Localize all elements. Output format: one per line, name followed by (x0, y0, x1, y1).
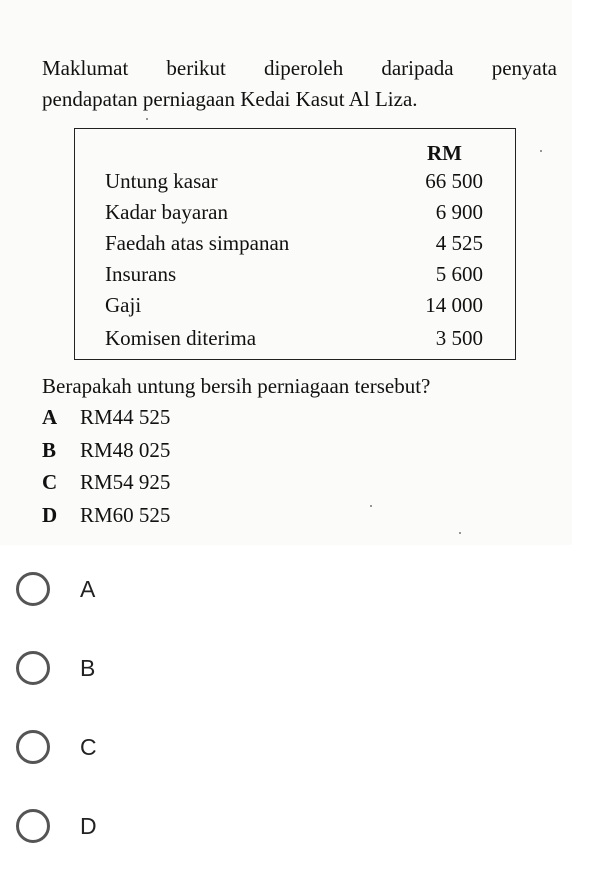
row-value: 5 600 (435, 262, 483, 286)
choice-b[interactable] (14, 649, 214, 691)
option-text: RM44 525 (80, 405, 171, 429)
choice-label[interactable]: C (80, 734, 97, 760)
option-letter: B (42, 438, 57, 462)
row-label: Kadar bayaran (105, 200, 229, 224)
row-label: Insurans (105, 262, 177, 286)
question-text: Berapakah untung bersih perniagaan tersebut? (42, 374, 431, 398)
scan-speck (540, 150, 542, 152)
choice-label[interactable]: D (80, 813, 97, 839)
option-text: RM48 025 (80, 438, 171, 462)
radio-circle-icon[interactable] (16, 730, 50, 764)
table-row (105, 200, 483, 231)
choice-a[interactable] (14, 570, 214, 612)
choice-label[interactable]: A (80, 576, 96, 602)
row-label: Gaji (105, 293, 142, 317)
table-row (105, 231, 483, 262)
table-row (105, 169, 483, 200)
intro-line-2: pendapatan perniagaan Kedai Kasut Al Liza. (42, 87, 418, 111)
row-label: Faedah atas simpanan (105, 231, 290, 255)
scan-speck (459, 532, 461, 534)
option-text: RM60 525 (80, 503, 171, 527)
scan-speck (370, 505, 372, 507)
choice-d[interactable] (14, 807, 214, 849)
row-value: 66 500 (425, 169, 483, 193)
option-letter: A (42, 405, 58, 429)
option-c (42, 470, 170, 502)
radio-circle-icon[interactable] (16, 809, 50, 843)
table-row (105, 326, 483, 357)
option-letter: C (42, 470, 58, 494)
currency-header: RM (427, 141, 462, 165)
scan-speck (146, 118, 148, 120)
option-b (42, 438, 170, 470)
row-label: Komisen diterima (105, 326, 257, 350)
table-row (105, 262, 483, 293)
option-a (42, 405, 170, 437)
table-row (105, 293, 483, 324)
choice-c[interactable] (14, 728, 214, 770)
choice-label[interactable]: B (80, 655, 96, 681)
radio-circle-icon[interactable] (16, 572, 50, 606)
row-value: 3 500 (435, 326, 483, 350)
row-value: 14 000 (425, 293, 483, 317)
radio-circle-icon[interactable] (16, 651, 50, 685)
row-label: Untung kasar (105, 169, 218, 193)
row-value: 6 900 (435, 200, 483, 224)
intro-text (42, 53, 557, 115)
income-statement-table (74, 128, 516, 360)
row-value: 4 525 (435, 231, 483, 255)
option-d (42, 503, 170, 535)
intro-line-1: Maklumat berikut diperoleh daripada penyata (42, 56, 557, 80)
option-letter: D (42, 503, 58, 527)
option-text: RM54 925 (80, 470, 171, 494)
